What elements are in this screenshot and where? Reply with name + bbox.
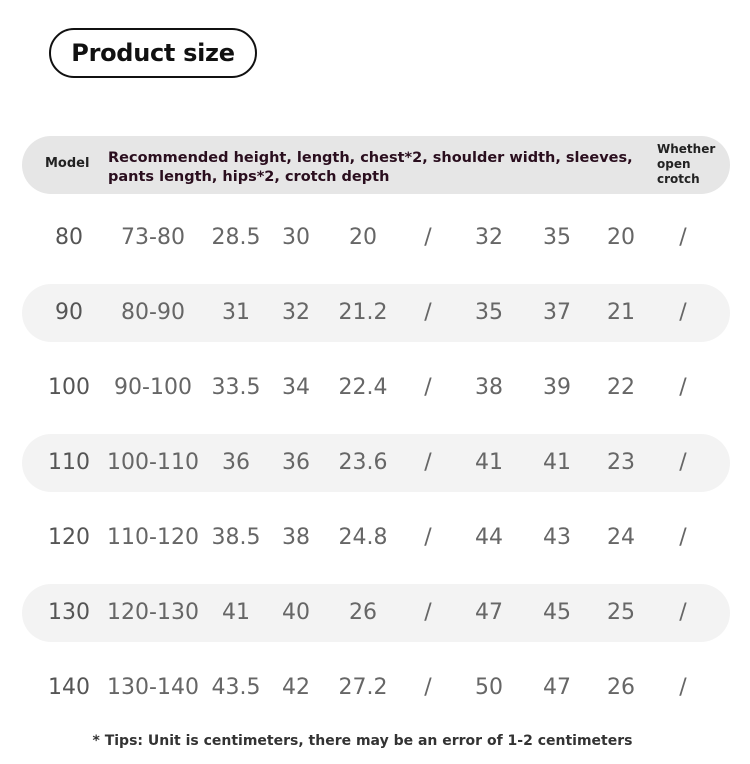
table-cell: / — [424, 525, 432, 550]
model-cell: 80 — [55, 225, 83, 250]
table-cell: 22.4 — [338, 375, 388, 400]
table-cell: 43.5 — [211, 675, 261, 700]
table-cell: / — [424, 600, 432, 625]
model-cell: 90 — [55, 300, 83, 325]
table-cell: / — [679, 675, 687, 700]
table-cell: 73-80 — [121, 225, 185, 250]
table-cell: / — [424, 450, 432, 475]
table-cell: 32 — [282, 300, 310, 325]
table-cell: / — [424, 375, 432, 400]
table-cell: 47 — [543, 675, 571, 700]
table-cell: 23.6 — [338, 450, 388, 475]
table-cell: 20 — [349, 225, 377, 250]
model-cell: 110 — [48, 450, 90, 475]
table-cell: 41 — [475, 450, 503, 475]
table-cell: 120-130 — [107, 600, 199, 625]
table-cell: / — [679, 225, 687, 250]
table-cell: 45 — [543, 600, 571, 625]
table-cell: 36 — [282, 450, 310, 475]
table-cell: 42 — [282, 675, 310, 700]
table-cell: 21.2 — [338, 300, 388, 325]
header-open-crotch: Whether open crotch — [657, 142, 716, 186]
table-cell: 40 — [282, 600, 310, 625]
table-cell: 23 — [607, 450, 635, 475]
model-cell: 130 — [48, 600, 90, 625]
model-cell: 140 — [48, 675, 90, 700]
table-cell: 130-140 — [107, 675, 199, 700]
table-cell: 41 — [543, 450, 571, 475]
table-cell: 43 — [543, 525, 571, 550]
tips-note: * Tips: Unit is centimeters, there may be an error of 1-2 centimeters — [92, 733, 633, 749]
table-cell: / — [424, 300, 432, 325]
table-cell: 21 — [607, 300, 635, 325]
table-cell: 25 — [607, 600, 635, 625]
table-cell: / — [679, 300, 687, 325]
model-cell: 120 — [48, 525, 90, 550]
table-cell: 24.8 — [338, 525, 388, 550]
table-cell: 38 — [282, 525, 310, 550]
table-cell: / — [679, 450, 687, 475]
table-cell: 100-110 — [107, 450, 199, 475]
table-cell: 36 — [222, 450, 250, 475]
header-model: Model — [45, 156, 90, 171]
table-cell: 90-100 — [114, 375, 192, 400]
table-cell: 28.5 — [211, 225, 261, 250]
table-cell: 30 — [282, 225, 310, 250]
table-cell: / — [679, 375, 687, 400]
table-cell: 38.5 — [211, 525, 261, 550]
table-cell: 35 — [475, 300, 503, 325]
table-cell: 50 — [475, 675, 503, 700]
table-cell: 32 — [475, 225, 503, 250]
table-cell: / — [424, 225, 432, 250]
table-cell: / — [679, 600, 687, 625]
page-title: Product size — [49, 28, 257, 78]
table-cell: 44 — [475, 525, 503, 550]
table-cell: 27.2 — [338, 675, 388, 700]
table-cell: 22 — [607, 375, 635, 400]
table-cell: 20 — [607, 225, 635, 250]
table-cell: 34 — [282, 375, 310, 400]
table-cell: 41 — [222, 600, 250, 625]
table-cell: 31 — [222, 300, 250, 325]
header-recommended: Recommended height, length, chest*2, shoulder width, sleeves, pants length, hips*2, crotch depth — [108, 150, 633, 185]
model-cell: 100 — [48, 375, 90, 400]
table-cell: 24 — [607, 525, 635, 550]
table-cell: 80-90 — [121, 300, 185, 325]
table-cell: / — [679, 525, 687, 550]
table-cell: / — [424, 675, 432, 700]
table-cell: 38 — [475, 375, 503, 400]
table-cell: 110-120 — [107, 525, 199, 550]
table-cell: 26 — [349, 600, 377, 625]
table-cell: 47 — [475, 600, 503, 625]
table-cell: 26 — [607, 675, 635, 700]
table-cell: 39 — [543, 375, 571, 400]
table-cell: 37 — [543, 300, 571, 325]
table-cell: 33.5 — [211, 375, 261, 400]
table-cell: 35 — [543, 225, 571, 250]
